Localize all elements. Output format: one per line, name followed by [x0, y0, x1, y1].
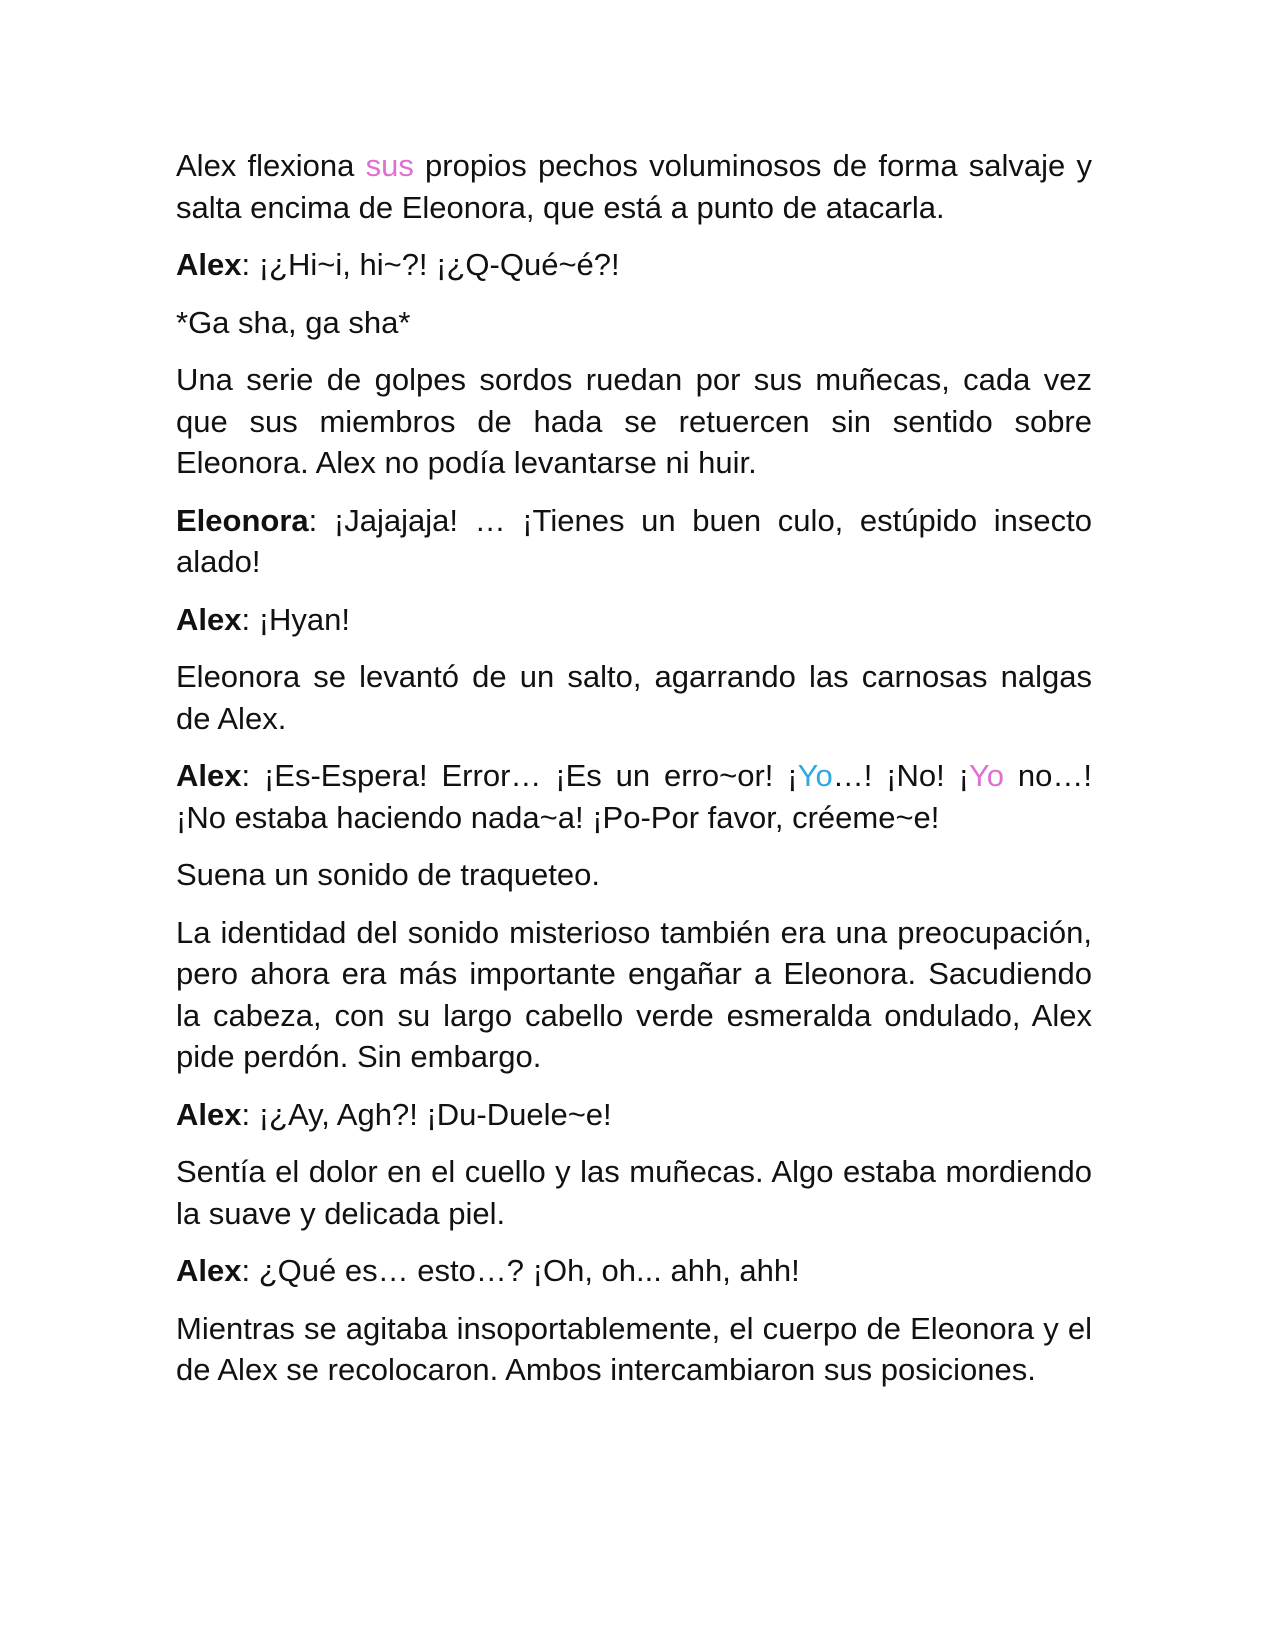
- dialogue-paragraph: [176, 1094, 1092, 1136]
- speaker-name: Alex: [176, 1096, 242, 1132]
- document-page: [176, 145, 1092, 1407]
- speaker-name: Eleonora: [176, 502, 309, 538]
- text-run: La identidad del sonido misterioso también era una preocupación, pero ahora era más importante engañar a Eleonora. Sacudiendo la cabeza, con su largo cabello verde esmeralda ondulado, Alex pide perdón. Sin embargo.: [176, 914, 1092, 1074]
- text-run: : ¡Hyan!: [241, 601, 351, 637]
- speaker-name: Alex: [176, 601, 242, 637]
- text-run: Una serie de golpes sordos ruedan por sus muñecas, cada vez que sus miembros de hada se retuercen sin sentido sobre Eleonora. Alex no podía levantarse ni huir.: [176, 362, 1092, 480]
- speaker-name: Alex: [176, 758, 242, 793]
- narration-paragraph: [176, 912, 1092, 1078]
- dialogue-paragraph: [176, 1250, 1092, 1292]
- dialogue-paragraph: [176, 244, 1092, 286]
- text-run: : ¡Es-Espera! Error… ¡Es un erro~or! ¡: [241, 758, 798, 793]
- narration-paragraph: [176, 854, 1092, 896]
- text-run: : ¡Jajajaja! … ¡Tienes un buen culo, estúpido insecto alado!: [176, 502, 1092, 579]
- narration-paragraph: [176, 359, 1092, 484]
- text-run: Alex flexiona: [176, 148, 366, 183]
- text-run: : ¿Qué es… esto…? ¡Oh, oh... ahh, ahh!: [241, 1253, 800, 1288]
- text-run: …! ¡No! ¡: [832, 758, 969, 793]
- narration-paragraph: [176, 1308, 1092, 1391]
- speaker-name: Alex: [176, 1253, 242, 1288]
- text-run: : ¡¿Hi~i, hi~?! ¡¿Q-Qué~é?!: [241, 247, 620, 282]
- highlighted-text: Yo: [968, 758, 1005, 793]
- narration-paragraph: [176, 656, 1092, 739]
- dialogue-paragraph: [176, 755, 1092, 838]
- text-run: *Ga sha, ga sha*: [176, 304, 411, 340]
- dialogue-paragraph: [176, 599, 1092, 641]
- text-run: no…! ¡No estaba haciendo nada~a! ¡Po-Por favor, créeme~e!: [176, 758, 1092, 835]
- text-run: Sentía el dolor en el cuello y las muñecas. Algo estaba mordiendo la suave y delicada piel.: [176, 1154, 1092, 1231]
- text-run: Mientras se agitaba insoportablemente, el cuerpo de Eleonora y el de Alex se recolocaron. Ambos intercambiaron sus posiciones.: [176, 1310, 1092, 1387]
- highlighted-text: sus: [365, 148, 414, 183]
- text-run: Eleonora se levantó de un salto, agarrando las carnosas nalgas de Alex.: [176, 659, 1092, 736]
- text-run: Suena un sonido de traqueteo.: [176, 857, 601, 892]
- highlighted-text: Yo: [797, 758, 833, 793]
- speaker-name: Alex: [176, 247, 242, 282]
- dialogue-paragraph: [176, 500, 1092, 583]
- narration-paragraph: [176, 1151, 1092, 1234]
- narration-paragraph: [176, 302, 1092, 344]
- narration-paragraph: [176, 145, 1092, 228]
- text-run: : ¡¿Ay, Agh?! ¡Du-Duele~e!: [241, 1096, 612, 1132]
- text-run: propios pechos voluminosos de forma salvaje y salta encima de Eleonora, que está a punto de atacarla.: [176, 148, 1092, 225]
